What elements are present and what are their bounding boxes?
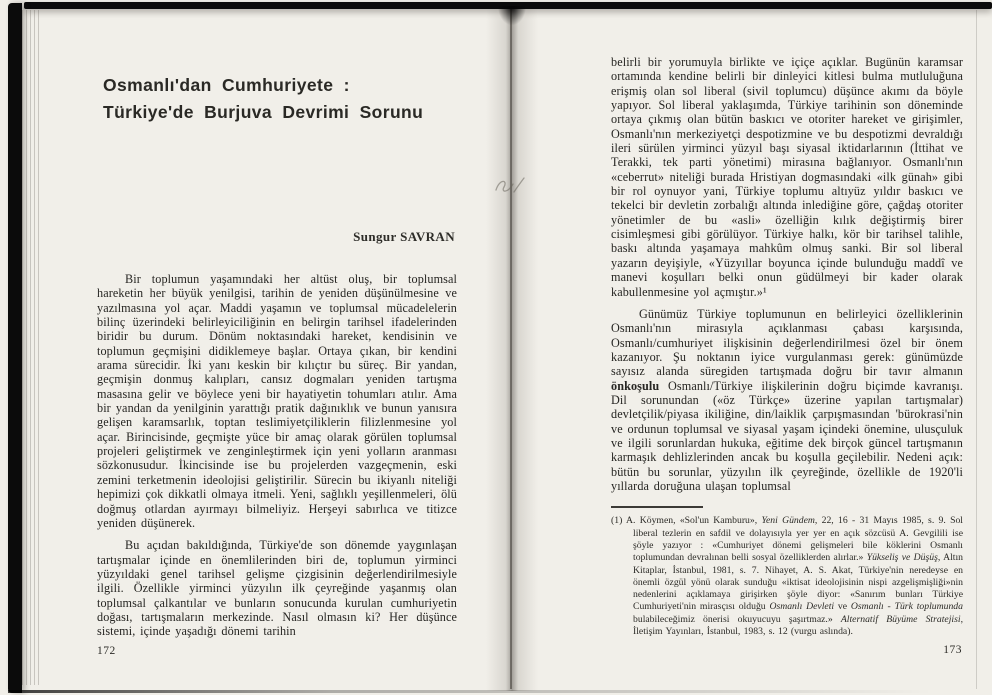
right-page xyxy=(611,55,963,638)
text-segment: Günümüz Türkiye toplumunun en belirleyici özelliklerinin Osmanlı'nın mirasıyla açıklanması çabası karşısında, Osmanlı/cumhuriyet ilişkisinin değerlendirilmesi özel bir önem kazanıyor. Şu noktanın iyice vurgulanması gerek: günümüzde sayısız alanda süregiden tartışmada doğru bir tavır almanın xyxy=(611,306,963,379)
text-segment: ve xyxy=(834,601,851,613)
body-paragraph xyxy=(611,307,963,493)
scan-right-edge xyxy=(976,10,977,689)
text-segment: önkoşulu xyxy=(611,378,660,393)
text-segment: Yükseliş ve Düşüş xyxy=(866,552,938,564)
text-segment: Osmanlı - Türk toplumunda xyxy=(850,601,963,613)
text-segment: , Altın Kitaplar, İstanbul, 1981, s. 7. Nihayet, A. S. Akat, Türkiye'nin neredeyse en önemli özgül yönü olarak sunduğu «iktisat ideolojisinin nispi azgelişmişliği»nin nedenlerini açıklamaya girişirken şöyle diyor: «Sanırım bunları Türkiye Cumhuriyeti'nin mirasçısı olduğu xyxy=(633,552,963,613)
gutter-shadow xyxy=(494,6,530,36)
text-segment: Osmanlı Devleti xyxy=(769,601,835,613)
left-page xyxy=(97,72,457,639)
body-paragraph: Bir toplumun yaşamındaki her altüst oluş, bir toplumsal hareketin her büyük yenilgisi, tarihin de yeniden düşünülmesine ve yazılmasına yol açar. Maddi yaşamın ve toplumsal mücadelelerin bilinç üzerindeki belirleyiciliğinin en belirgin tarihsel ifadelerinden biridir bu durum. Dönüm noktasındaki hareket, kendisinin ve toplumun geçmişini didiklemeye başlar. Ortaya çıkan, bir kendini arama sürecidir. İki yanı keskin bir kılıçtır bu süreç. Bir yandan, geçmişin donmuş kalıpları, cansız dogmaları yeniden tartışma masasına gelir ve böylece yeni bir hayatiyetin tohumları atılır. Ama bir yandan da yenilginin yarattığı pratik dağınıklık ve bunun yanısıra gelişen karamsarlık, toptan teslimiyetçiliklerin filizlenmesine yol açar. Birincisinde, geçmişte yüce bir amaç olarak görülen toplumsal projeleri geliştirmek ve zenginleştirmek için yeni yolların aranması sözkonusudur. İkincisinde ise bu projelerden vazgeçmenin, eski zemini terketmenin ideolojisi geliştirilir. Sürecin bu ikiyanlı niteliği hepimizi çok dikkatli olmaya itmeli. Yeni, sağlıklı yeşillenmeleri, ölü doğmuş otlardan ayırmayı bilmeliyiz. Herşeyi sabırlıca ve titizce yeniden düşünerek. xyxy=(97,272,457,530)
footnote-rule xyxy=(611,506,703,508)
text-segment: (1) A. Köymen, «Sol'un Kamburu», xyxy=(611,515,762,527)
footnote xyxy=(611,515,963,638)
text-segment: Alternatif Büyüme Stratejisi xyxy=(840,613,961,625)
text-segment: bulabileceğimiz önerisi okuyucuyu şaşırtmaz.» xyxy=(633,613,841,625)
text-segment: Osmanlı/Türkiye ilişkilerinin doğru biçimde kavranışı. Dil sorunundan («öz Türkçe» üzerine yapılan tartışmalar) devletçilik/piyasa ikiliğine, din/laiklik çarpışmasından 'bürokrasi'nin ve ordunun toplumsal ve siyasal yaşam içindeki önemine, ulusçuluk ve ilgili sorunlardan hukuka, eğitime dek birçok güncel tartışmanın karmaşık dehlizlerinden ancak bu koşulla geçilebilir. Nedeni açık: bütün bu sorunlar, yüzyılın ilk çeyreğinde, özellikle de 1920'li yıllarda doruğuna ulaşan toplumsal xyxy=(611,378,963,493)
page-gutter xyxy=(486,9,538,691)
pencil-scribble-icon xyxy=(490,168,530,204)
scan-bottom-edge xyxy=(8,690,932,693)
page-stack-edges xyxy=(22,10,40,685)
page-number-left: 172 xyxy=(97,645,116,657)
title-line-1: Osmanlı'dan Cumhuriyete : xyxy=(103,75,350,95)
author-name: Sungur SAVRAN xyxy=(353,229,455,244)
page-title xyxy=(103,72,457,126)
body-paragraph: Bu açıdan bakıldığında, Türkiye'de son dönemde yaygınlaşan tartışmalar içinde en önemlilerinden biri de, toplumun yirminci yüzyıldaki genel tarihsel gelişme çizgisinin değerlendirilmesiyle ilgili. Özellikle yirminci yüzyılın ilk çeyreğinde yaşanmış olan toplumsal çalkantılar ve bunların sonucunda kurulan cumhuriyetin doğası, tartışmaların merkezinde. Nasıl olmasın ki? Her düşünce sistemi, içinde yaşadığı dönemi tarihin xyxy=(97,538,457,639)
page-gutter-line xyxy=(510,9,512,689)
book-spine-edge xyxy=(8,3,22,693)
text-segment: , İletişim Yayınları, İstanbul, 1983, s. 12 (vurgu aslında). xyxy=(633,613,963,637)
text-segment: , 22, 16 - 31 Mayıs 1985, s. 9. Sol liberal tezlerin en safdil ve dolayısıyla yer yer en açık sözcüsü A. Gevgilili ise şöyle yazıyor : «Cumhuriyet dönemi gelişmeleri bile köklerini Osmanlı toplumundan devralınan belli sosyal özelliklerden alırlar.» xyxy=(633,515,963,564)
body-paragraph: belirli bir yorumuyla birlikte ve içiçe açıklar. Bugünün karamsar ortamında kendine belirli bir dinleyici kitlesi bulma mutluluğuna erişmiş olan sol liberal (sivil toplumcu) düşünce akımı da böyle yapıyor. Sol liberal yaklaşımda, Türkiye tarihinin son döneminde ortaya çıkmış olan bütün baskıcı ve otoriter hareket ve girişimler, Osmanlı'nın merkeziyetçi despotizmine ve bu despotizmi devraldığı ileri sürülen yirminci yüzyıl başı siyasal iktidarlarının (İttihat ve Terakki, tek parti yönetimi) mirasına bağlanıyor. Osmanlı'nın «ceberrut» niteliği burada Hristiyan dogmasındaki «ilk günah» gibi bir rol oynuyor yani, Türkiye toplumu altıyüz yıldır baskıcı ve tekelci bir devletin zorbalığı altında inlediğine göre, çağdaş otoriter yönetimler de bu «asli» özelliğin kılık değiştirmiş birer cisimleşmesi gibi görülüyor. Türkiye halkı, kör bir tarihsel talihle, baskı altında yaşamaya mahkûm olmuş sanki. Bir sol liberal yazarın deyişiyle, «Yüzyıllar boyunca içinde bulunduğu maddî ve manevi koşulları belki onun güdülmeyi bir kader olarak kabullenmesine yol açmıştır.»¹ xyxy=(611,55,963,299)
text-segment: Yeni Gündem xyxy=(761,515,815,527)
page-number-right: 173 xyxy=(943,644,962,656)
title-line-2: Türkiye'de Burjuva Devrimi Sorunu xyxy=(103,102,424,122)
